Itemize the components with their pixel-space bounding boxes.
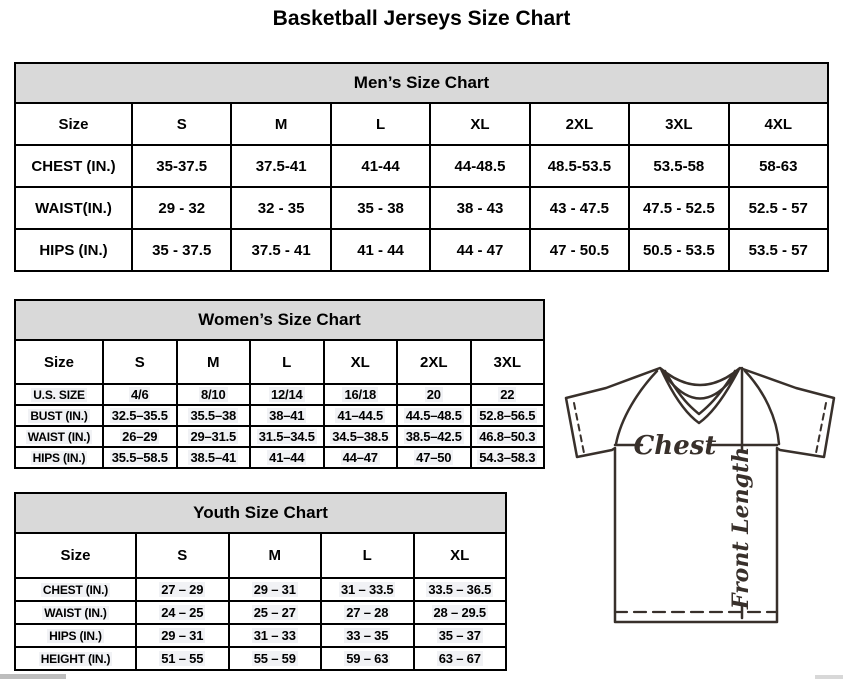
size-value-cell: 22 <box>471 384 545 405</box>
row-label: CHEST (IN.) <box>15 145 132 187</box>
header-cell: Size <box>15 340 103 384</box>
header-cell: S <box>103 340 177 384</box>
mens-header-row <box>15 103 828 145</box>
header-cell: L <box>331 103 430 145</box>
row-label: U.S. SIZE <box>15 384 103 405</box>
size-value-cell: 37.5-41 <box>231 145 330 187</box>
size-value-cell: 28 – 29.5 <box>414 601 507 624</box>
header-cell: Size <box>15 103 132 145</box>
size-value-cell: 43 - 47.5 <box>530 187 629 229</box>
size-value-cell: 24 – 25 <box>136 601 229 624</box>
size-value-cell: 54.3–58.3 <box>471 447 545 468</box>
size-value-cell: 41 - 44 <box>331 229 430 271</box>
size-value-cell: 35 - 37.5 <box>132 229 231 271</box>
size-value-cell: 41–44.5 <box>324 405 398 426</box>
size-value-cell: 26–29 <box>103 426 177 447</box>
row-label: HIPS (IN.) <box>15 624 136 647</box>
header-cell: 2XL <box>397 340 471 384</box>
right-armhole-seam <box>745 371 779 444</box>
size-value-cell: 38 - 43 <box>430 187 529 229</box>
header-cell: S <box>136 533 229 578</box>
row-label: HIPS (IN.) <box>15 229 132 271</box>
row-label: BUST (IN.) <box>15 405 103 426</box>
size-value-cell: 52.5 - 57 <box>729 187 828 229</box>
right-cuff-dashed-seam <box>816 403 826 453</box>
table-row <box>15 229 828 271</box>
size-value-cell: 50.5 - 53.5 <box>629 229 728 271</box>
size-value-cell: 53.5-58 <box>629 145 728 187</box>
size-value-cell: 38.5–41 <box>177 447 251 468</box>
chest-measure-label: Chest <box>633 431 717 461</box>
size-value-cell: 41-44 <box>331 145 430 187</box>
size-value-cell: 37.5 - 41 <box>231 229 330 271</box>
table-row <box>15 145 828 187</box>
size-value-cell: 31 – 33 <box>229 624 322 647</box>
row-label: HEIGHT (IN.) <box>15 647 136 670</box>
size-value-cell: 29 – 31 <box>136 624 229 647</box>
row-label: HIPS (IN.) <box>15 447 103 468</box>
row-label: WAIST (IN.) <box>15 426 103 447</box>
youth-size-table <box>14 492 507 671</box>
size-value-cell: 27 – 28 <box>321 601 414 624</box>
size-value-cell: 53.5 - 57 <box>729 229 828 271</box>
table-row <box>15 405 544 426</box>
size-value-cell: 44 - 47 <box>430 229 529 271</box>
size-value-cell: 47.5 - 52.5 <box>629 187 728 229</box>
table-row <box>15 426 544 447</box>
youth-header-row <box>15 533 506 578</box>
header-cell: XL <box>430 103 529 145</box>
size-value-cell: 52.8–56.5 <box>471 405 545 426</box>
jersey-outline <box>566 368 834 622</box>
size-value-cell: 44–47 <box>324 447 398 468</box>
table-row <box>15 647 506 670</box>
size-value-cell: 31 – 33.5 <box>321 578 414 601</box>
size-value-cell: 47 - 50.5 <box>530 229 629 271</box>
size-value-cell: 4/6 <box>103 384 177 405</box>
header-cell: L <box>250 340 324 384</box>
size-value-cell: 47–50 <box>397 447 471 468</box>
size-value-cell: 29 – 31 <box>229 578 322 601</box>
header-cell: M <box>177 340 251 384</box>
header-cell: L <box>321 533 414 578</box>
size-value-cell: 44-48.5 <box>430 145 529 187</box>
table-row <box>15 384 544 405</box>
size-value-cell: 35.5–38 <box>177 405 251 426</box>
size-value-cell: 8/10 <box>177 384 251 405</box>
header-cell: 4XL <box>729 103 828 145</box>
table-row <box>15 187 828 229</box>
horizontal-scrollbar-thumb[interactable] <box>0 674 66 679</box>
youth-table-title: Youth Size Chart <box>15 493 506 533</box>
size-value-cell: 44.5–48.5 <box>397 405 471 426</box>
row-label: WAIST (IN.) <box>15 601 136 624</box>
size-value-cell: 35-37.5 <box>132 145 231 187</box>
size-value-cell: 51 – 55 <box>136 647 229 670</box>
mens-table-title: Men’s Size Chart <box>15 63 828 103</box>
header-cell: M <box>229 533 322 578</box>
header-cell: 3XL <box>629 103 728 145</box>
header-cell: 2XL <box>530 103 629 145</box>
size-value-cell: 33.5 – 36.5 <box>414 578 507 601</box>
size-value-cell: 25 – 27 <box>229 601 322 624</box>
size-value-cell: 29 - 32 <box>132 187 231 229</box>
table-row <box>15 578 506 601</box>
size-value-cell: 32 - 35 <box>231 187 330 229</box>
size-value-cell: 58-63 <box>729 145 828 187</box>
size-value-cell: 38.5–42.5 <box>397 426 471 447</box>
header-cell: XL <box>414 533 507 578</box>
header-cell: M <box>231 103 330 145</box>
size-value-cell: 46.8–50.3 <box>471 426 545 447</box>
front-length-measure-label: Front Length <box>728 446 754 610</box>
page-title: Basketball Jerseys Size Chart <box>272 7 571 30</box>
table-row <box>15 624 506 647</box>
table-row <box>15 447 544 468</box>
size-value-cell: 35.5–58.5 <box>103 447 177 468</box>
size-value-cell: 12/14 <box>250 384 324 405</box>
size-value-cell: 48.5-53.5 <box>530 145 629 187</box>
size-value-cell: 41–44 <box>250 447 324 468</box>
womens-header-row <box>15 340 544 384</box>
size-value-cell: 59 – 63 <box>321 647 414 670</box>
size-value-cell: 35 – 37 <box>414 624 507 647</box>
header-cell: Size <box>15 533 136 578</box>
size-value-cell: 35 - 38 <box>331 187 430 229</box>
size-value-cell: 27 – 29 <box>136 578 229 601</box>
size-value-cell: 29–31.5 <box>177 426 251 447</box>
table-row <box>15 601 506 624</box>
row-label: WAIST(IN.) <box>15 187 132 229</box>
header-cell: S <box>132 103 231 145</box>
scrollbar-corner <box>815 675 843 679</box>
size-value-cell: 63 – 67 <box>414 647 507 670</box>
size-value-cell: 55 – 59 <box>229 647 322 670</box>
header-cell: 3XL <box>471 340 545 384</box>
womens-table-title: Women’s Size Chart <box>15 300 544 340</box>
size-value-cell: 33 – 35 <box>321 624 414 647</box>
womens-size-table <box>14 299 545 469</box>
size-value-cell: 20 <box>397 384 471 405</box>
jersey-measurement-diagram <box>558 356 843 628</box>
mens-size-table <box>14 62 829 272</box>
size-value-cell: 16/18 <box>324 384 398 405</box>
row-label: CHEST (IN.) <box>15 578 136 601</box>
size-value-cell: 34.5–38.5 <box>324 426 398 447</box>
size-value-cell: 31.5–34.5 <box>250 426 324 447</box>
header-cell: XL <box>324 340 398 384</box>
size-value-cell: 38–41 <box>250 405 324 426</box>
size-value-cell: 32.5–35.5 <box>103 405 177 426</box>
